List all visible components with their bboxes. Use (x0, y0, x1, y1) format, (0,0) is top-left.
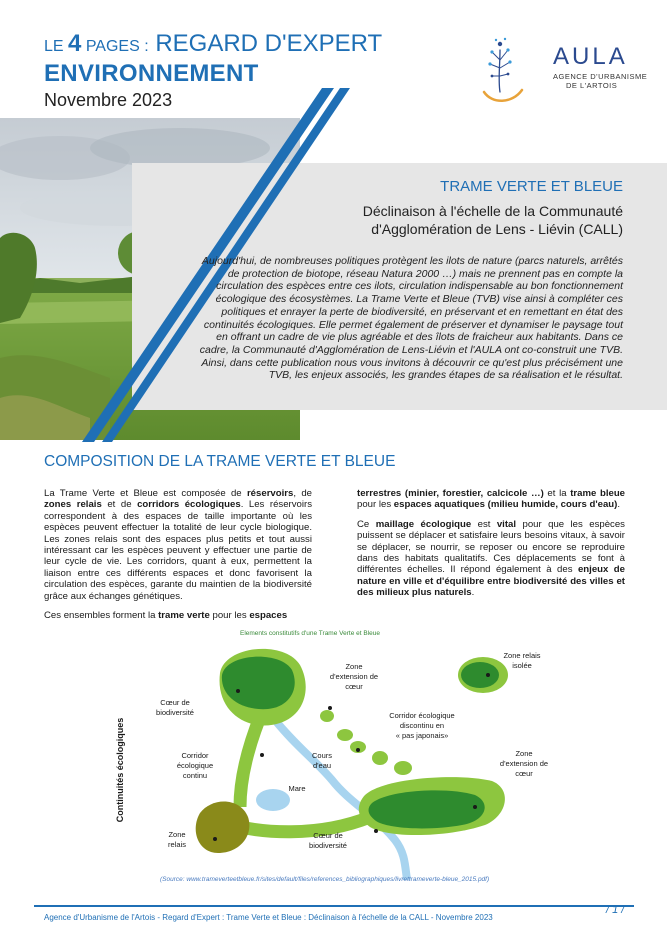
logo-subtitle-1: AGENCE D'URBANISME (553, 72, 648, 81)
bold-text: maillage écologique (375, 518, 472, 530)
footer-divider (34, 905, 634, 907)
column-left (44, 488, 312, 629)
label-stepping-stones: « pas japonais» (395, 731, 449, 740)
text-span: et de (101, 499, 138, 511)
logo-subtitle-2: DE L'ARTOIS (566, 81, 618, 90)
text-span: pour les (209, 610, 250, 622)
bold-text: terrestres (minier, forestier, calcicole …) (357, 488, 544, 499)
paragraph (44, 488, 312, 602)
text-span: . (471, 587, 475, 599)
column-right (357, 488, 625, 607)
bold-text: trame verte (158, 610, 210, 622)
label-biodiversity-core-bottom: Cœur de (313, 831, 343, 840)
label-biodiversity-core: biodiversité (156, 708, 194, 717)
bold-text: zones relais (44, 499, 102, 511)
label-biodiversity-core: Cœur de (160, 698, 190, 707)
theme-title: ENVIRONNEMENT (44, 60, 259, 87)
series-pages: PAGES : (81, 38, 149, 55)
diagram-axis-label: Continuités écologiques (115, 717, 125, 823)
text-span: La Trame Verte et Bleue est composée de (44, 488, 247, 499)
page-number: / 1 / (606, 904, 625, 916)
paragraph (357, 488, 625, 511)
label-relay-zone: Zone (168, 830, 186, 839)
text-span: et la (543, 488, 571, 499)
text-span: , de (293, 488, 312, 499)
isolated-relay-shape (461, 662, 499, 688)
label-stepping-stones: Corridor écologique (389, 711, 455, 720)
label-core-extension: Zone (345, 662, 363, 671)
tvb-diagram (100, 625, 645, 880)
article-intro: Aujourd'hui, de nombreuses politiques protègent les ilots de nature (parcs naturels, arrêtés de protection de biotope, réseau Natura 2000 …) mais ne prennent pas en compte la circulation des espèces entre ces ilots, circulation indispensable au bon fonctionnement écologique des écosystèmes. La Trame Verte et Bleue (TVB) vise ainsi à compléter ces politiques et enrayer la perte de biodiversité, en préservant et en remettant en état des continuités écologiques. Elle permet également de préserver et dynamiser le paysage tout en offrant un cadre de vie plus agréable et des îlots de fraicheur aux habitants. Dans ce cadre, la Communauté d'Agglomération de Lens-Liévin et l'AULA ont co-construit une TVB. Ainsi, dans cette publication nous vous invitons à découvrir ce qu'est plus précisément une TVB, les enjeux associés, les grandes étapes de sa réalisation et le résultat. (199, 255, 623, 382)
label-watercourse: Cours (311, 751, 333, 760)
article-title: TRAME VERTE ET BLEUE (440, 178, 623, 195)
section-title: COMPOSITION DE LA TRAME VERTE ET BLEUE (44, 453, 396, 470)
text-span: . Les réservoirs correspondent à des espaces de taille importante où les espèces peuvent effectuer la totalité de leur cycle biologique. Les zones relais sont des espaces plus petits et tout aussi intéressant car les espèces peuvent y effectuer une partie de leur cycle de vie. Les corridors, quant à eux, permettent la liaison entre ces différents espaces et donc favorisent la circulation des espèces, garante du maintien de la biodiversité grâce aux échanges génétiques. (44, 499, 312, 602)
series-number: 4 (68, 30, 82, 57)
text-span: pour les (357, 499, 394, 511)
footer-text: Agence d'Urbanisme de l'Artois - Regard d'Expert : Trame Verte et Bleue : Déclinaison à l'échelle de la CALL - Novembre 2023 (44, 913, 493, 922)
paragraph (357, 519, 625, 599)
label-continuous-corridor: continu (182, 771, 208, 780)
bold-text: corridors écologiques (137, 499, 241, 511)
logo-name: AULA (553, 43, 628, 70)
label-core-extension: d'extension de (329, 672, 379, 681)
stepping-stone-shape (337, 729, 353, 741)
label-watercourse: d'eau (312, 761, 332, 770)
label-core-extension-right: Zone (515, 749, 533, 758)
bold-text: enjeux de nature en ville et d'équilibre entre biodiversité des villes et des milieux plus naturels (357, 564, 625, 599)
stepping-stone-shape (372, 751, 388, 765)
text-span: pour que les espèces puissent se déplacer et satisfaire leurs besoins vitaux, à savoir se déplacer, se nourrir, se reposer ou encore se reproduire dans des habitats qualitatifs. Ces déplacements se font à différentes échelles. Il répond également à des (357, 518, 625, 576)
label-pond: Mare (288, 784, 306, 793)
label-core-extension-right: cœur (515, 769, 533, 778)
publication-date: Novembre 2023 (44, 90, 173, 110)
bold-text: trame bleue (570, 488, 626, 499)
text-span: Ce (357, 518, 376, 530)
label-biodiversity-core-bottom: biodiversité (309, 841, 347, 850)
stepping-stone-shape (394, 761, 412, 775)
series-regard: REGARD D'EXPERT (148, 30, 383, 57)
stepping-stone-shape (320, 710, 334, 722)
label-stepping-stones: discontinu en (399, 721, 445, 730)
label-continuous-corridor: Corridor (181, 751, 209, 760)
label-core-extension: cœur (345, 682, 363, 691)
text-span: est (471, 518, 497, 530)
pond-shape (256, 789, 290, 811)
bold-text: réservoirs (246, 488, 294, 499)
diagram-source: (Source: www.trameverteetbleue.fr/sites/default/files/references_bibliographiques/livrettrameverte-bleue_2015.pdf) (160, 876, 490, 883)
label-core-extension-right: d'extension de (499, 759, 549, 768)
label-isolated-relay: Zone relais (503, 651, 541, 660)
article-subtitle: Déclinaison à l'échelle de la Communauté d'Agglomération de Lens - Liévin (CALL) (362, 203, 623, 237)
label-relay-zone: relais (168, 840, 186, 849)
bold-text: espaces aquatiques (milieu humide, cours d'eau) (393, 499, 618, 511)
bold-text: espaces (249, 610, 288, 622)
text-span: . (617, 499, 621, 511)
label-isolated-relay: isolée (512, 661, 532, 670)
series-le: LE (44, 38, 69, 55)
paragraph (44, 610, 312, 621)
bold-text: vital (496, 518, 517, 530)
label-continuous-corridor: écologique (176, 761, 214, 770)
text-span: Ces ensembles forment la (44, 610, 159, 622)
relay-zone-shape (196, 801, 250, 853)
diagram-title: Elements constitutifs d'une Trame Verte et Bleue (240, 630, 380, 637)
